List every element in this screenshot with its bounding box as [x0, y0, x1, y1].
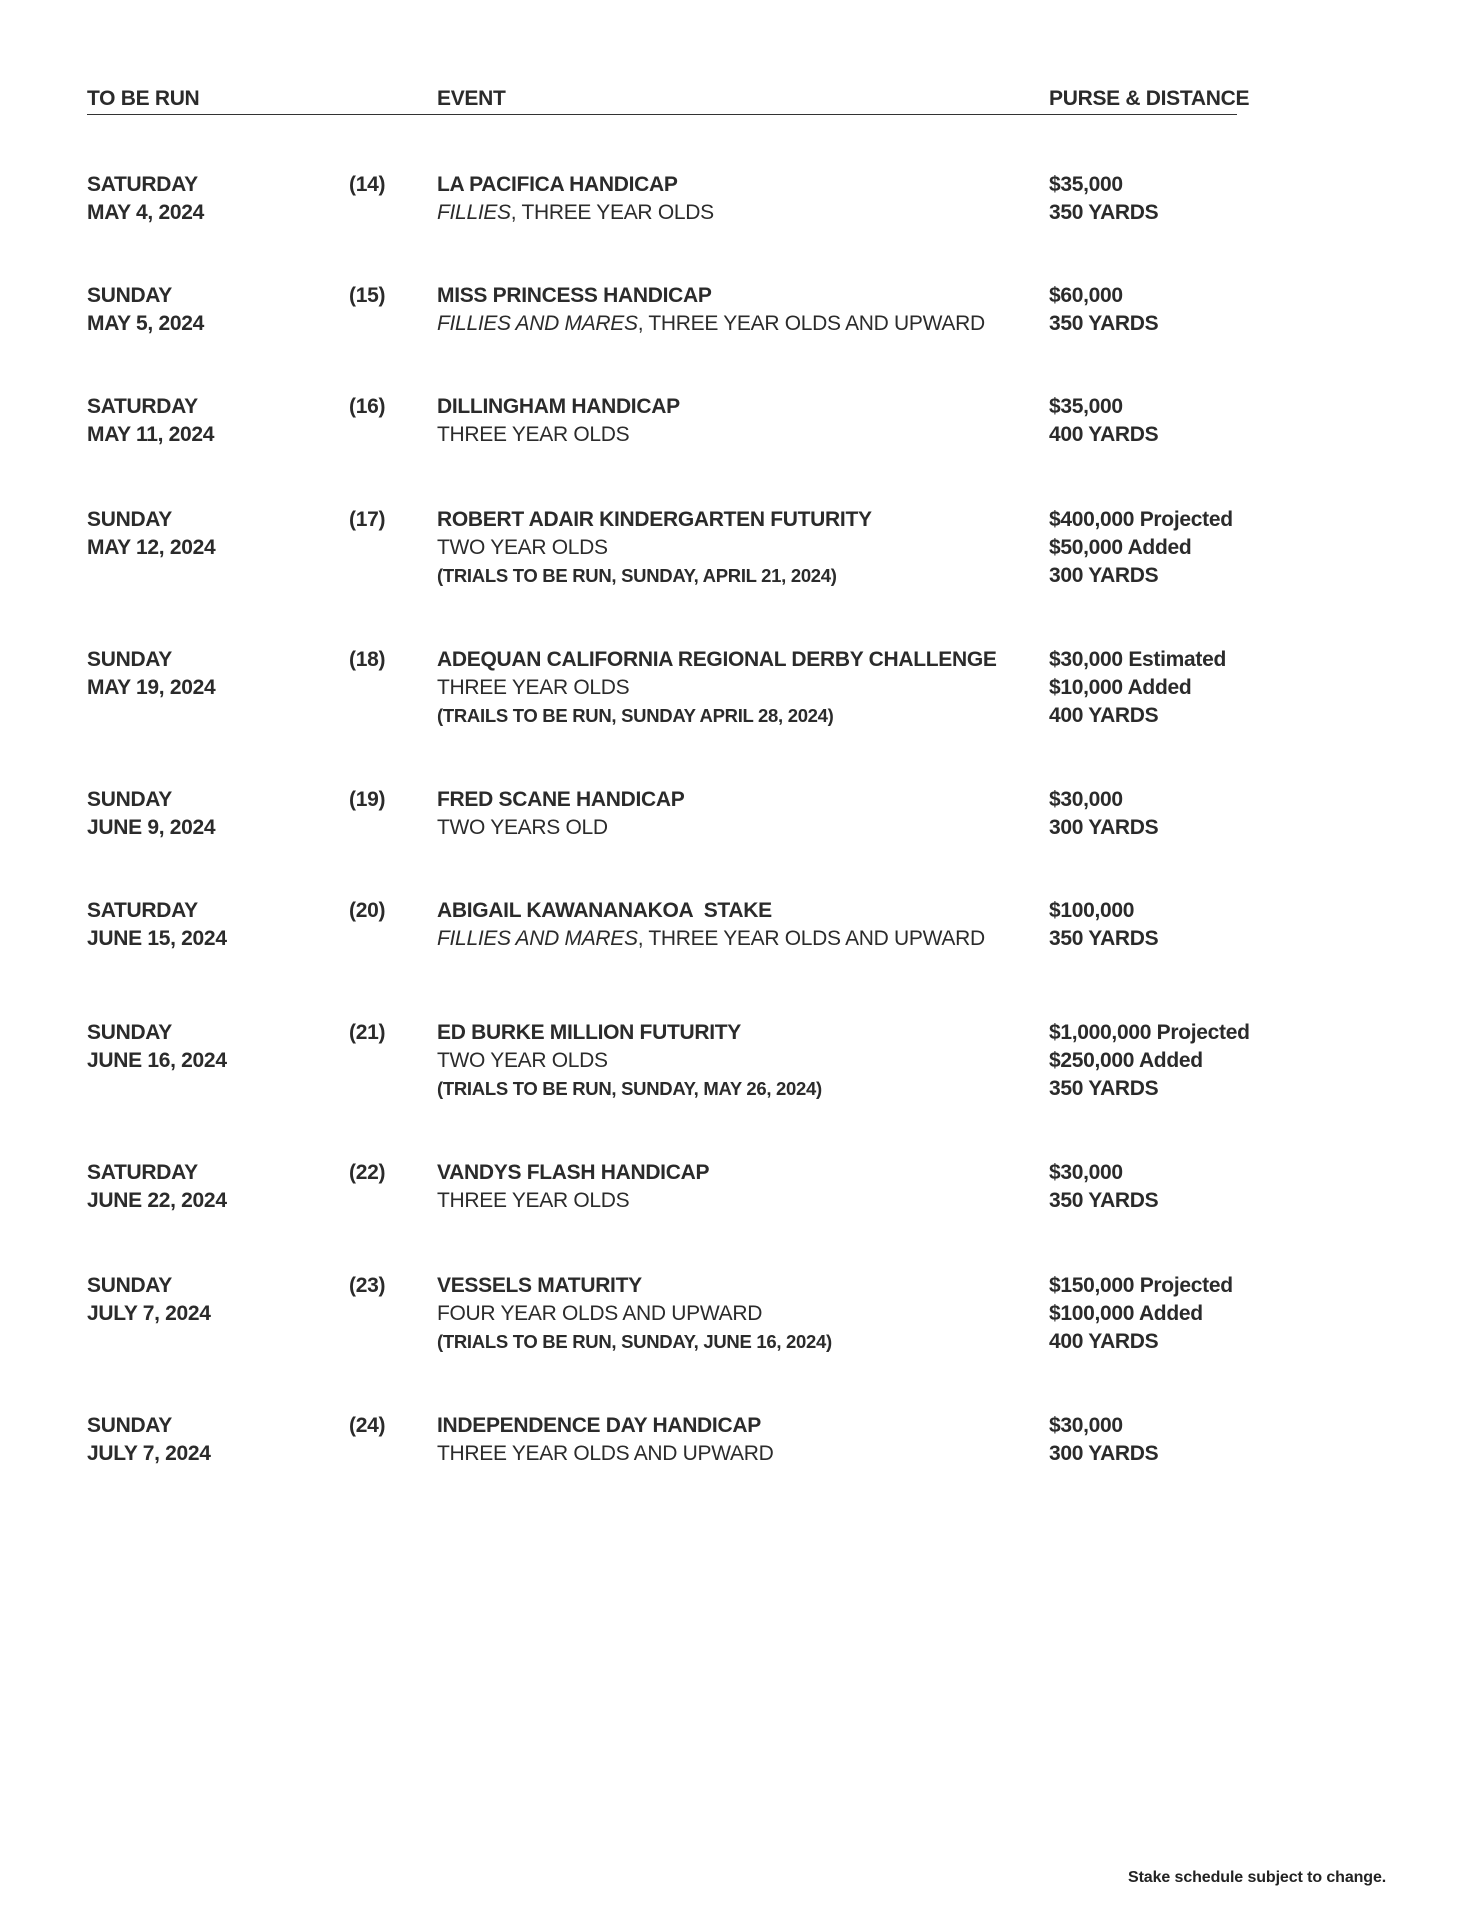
purse-distance — [1049, 393, 1349, 449]
added-line: $100,000 Added — [1049, 1302, 1203, 1325]
purse-line: $30,000 — [1049, 1161, 1123, 1184]
race-date — [87, 171, 337, 227]
race-number: (24) — [349, 1414, 386, 1437]
purse-line: $30,000 — [1049, 1414, 1123, 1437]
event-info — [437, 646, 1037, 730]
distance-line: 400 YARDS — [1049, 423, 1159, 446]
event-conditions-text: THREE YEAR OLDS — [437, 423, 630, 446]
event-info — [437, 1159, 1037, 1215]
purse-distance — [1049, 1272, 1349, 1356]
event-name: ABIGAIL KAWANANAKOA STAKE — [437, 899, 772, 922]
race-number: (22) — [349, 1161, 386, 1184]
purse-line: $100,000 — [1049, 899, 1135, 922]
event-name: VANDYS FLASH HANDICAP — [437, 1161, 710, 1184]
event-trials-note: (TRAILS TO BE RUN, SUNDAY APRIL 28, 2024) — [437, 705, 834, 726]
race-date — [87, 897, 337, 953]
distance-line: 350 YARDS — [1049, 312, 1159, 335]
race-day: SATURDAY — [87, 899, 198, 922]
race-date — [87, 1159, 337, 1215]
purse-line: $35,000 — [1049, 173, 1123, 196]
race-date — [87, 393, 337, 449]
distance-line: 400 YARDS — [1049, 704, 1159, 727]
race-date — [87, 646, 337, 702]
race-number: (15) — [349, 284, 386, 307]
event-conditions-italic: FILLIES AND MARES — [437, 312, 638, 335]
race-date-text: JULY 7, 2024 — [87, 1302, 211, 1325]
event-conditions — [437, 534, 1037, 562]
distance-line: 300 YARDS — [1049, 1442, 1159, 1465]
event-info — [437, 282, 1037, 338]
purse-distance — [1049, 171, 1349, 227]
purse-distance — [1049, 1412, 1349, 1468]
event-conditions-text: , THREE YEAR OLDS AND UPWARD — [637, 312, 985, 335]
event-name: MISS PRINCESS HANDICAP — [437, 284, 712, 307]
purse-line: $30,000 Estimated — [1049, 648, 1227, 671]
event-info — [437, 1412, 1037, 1468]
race-date-text: JUNE 15, 2024 — [87, 927, 227, 950]
event-name: ED BURKE MILLION FUTURITY — [437, 1021, 741, 1044]
event-name: ROBERT ADAIR KINDERGARTEN FUTURITY — [437, 508, 872, 531]
event-name: VESSELS MATURITY — [437, 1274, 642, 1297]
event-name: LA PACIFICA HANDICAP — [437, 173, 678, 196]
race-number: (19) — [349, 788, 386, 811]
purse-line: $150,000 Projected — [1049, 1274, 1233, 1297]
distance-line: 300 YARDS — [1049, 816, 1159, 839]
event-conditions — [437, 421, 1037, 449]
race-date-text: JULY 7, 2024 — [87, 1442, 211, 1465]
race-day: SUNDAY — [87, 1414, 172, 1437]
purse-distance — [1049, 646, 1349, 730]
added-line: $50,000 Added — [1049, 536, 1192, 559]
event-info — [437, 786, 1037, 842]
race-date — [87, 1272, 337, 1328]
table-header — [87, 86, 1250, 115]
event-conditions — [437, 674, 1037, 702]
event-info — [437, 897, 1037, 953]
event-name: INDEPENDENCE DAY HANDICAP — [437, 1414, 761, 1437]
purse-distance — [1049, 506, 1349, 590]
event-conditions-text: , THREE YEAR OLDS AND UPWARD — [637, 927, 985, 950]
event-trials-note: (TRIALS TO BE RUN, SUNDAY, APRIL 21, 2024) — [437, 565, 837, 586]
event-conditions — [437, 925, 1037, 953]
schedule-disclaimer: Stake schedule subject to change. — [1128, 1869, 1387, 1886]
race-day: SUNDAY — [87, 284, 172, 307]
event-info — [437, 171, 1037, 227]
race-day: SUNDAY — [87, 1021, 172, 1044]
event-conditions — [437, 1440, 1037, 1468]
race-day: SATURDAY — [87, 173, 198, 196]
event-conditions — [437, 199, 1037, 227]
event-name: FRED SCANE HANDICAP — [437, 788, 685, 811]
race-number: (20) — [349, 899, 386, 922]
race-date-text: JUNE 22, 2024 — [87, 1189, 227, 1212]
event-conditions-text: THREE YEAR OLDS — [437, 676, 630, 699]
race-date-text: MAY 12, 2024 — [87, 536, 216, 559]
race-number: (23) — [349, 1274, 386, 1297]
race-number: (18) — [349, 648, 386, 671]
event-trials-note: (TRIALS TO BE RUN, SUNDAY, JUNE 16, 2024) — [437, 1331, 832, 1352]
race-date — [87, 1412, 337, 1468]
purse-distance — [1049, 786, 1349, 842]
distance-line: 400 YARDS — [1049, 1330, 1159, 1353]
race-date-text: JUNE 16, 2024 — [87, 1049, 227, 1072]
event-info — [437, 1272, 1037, 1356]
race-day: SATURDAY — [87, 395, 198, 418]
race-day: SUNDAY — [87, 508, 172, 531]
event-conditions-text: TWO YEAR OLDS — [437, 536, 608, 559]
distance-line: 350 YARDS — [1049, 1189, 1159, 1212]
header-event: EVENT — [437, 87, 506, 110]
event-trials-note: (TRIALS TO BE RUN, SUNDAY, MAY 26, 2024) — [437, 1078, 822, 1099]
race-date — [87, 786, 337, 842]
purse-line: $60,000 — [1049, 284, 1123, 307]
race-date-text: MAY 4, 2024 — [87, 201, 204, 224]
event-conditions-text: THREE YEAR OLDS — [437, 1189, 630, 1212]
distance-line: 300 YARDS — [1049, 564, 1159, 587]
event-conditions — [437, 1300, 1037, 1328]
event-conditions-text: FOUR YEAR OLDS AND UPWARD — [437, 1302, 763, 1325]
race-date — [87, 1019, 337, 1075]
event-conditions-text: , THREE YEAR OLDS — [510, 201, 714, 224]
event-conditions-italic: FILLIES — [437, 201, 511, 224]
race-number: (16) — [349, 395, 386, 418]
event-info — [437, 506, 1037, 590]
race-date-text: MAY 11, 2024 — [87, 423, 215, 446]
purse-line: $35,000 — [1049, 395, 1123, 418]
added-line: $10,000 Added — [1049, 676, 1192, 699]
event-conditions — [437, 310, 1037, 338]
purse-line: $1,000,000 Projected — [1049, 1021, 1250, 1044]
race-date-text: MAY 5, 2024 — [87, 312, 204, 335]
event-conditions-text: THREE YEAR OLDS AND UPWARD — [437, 1442, 774, 1465]
purse-line: $400,000 Projected — [1049, 508, 1233, 531]
added-line: $250,000 Added — [1049, 1049, 1203, 1072]
event-conditions — [437, 1187, 1037, 1215]
distance-line: 350 YARDS — [1049, 1077, 1159, 1100]
event-conditions-text: TWO YEAR OLDS — [437, 1049, 608, 1072]
race-date — [87, 282, 337, 338]
purse-line: $30,000 — [1049, 788, 1123, 811]
event-conditions — [437, 1047, 1037, 1075]
distance-line: 350 YARDS — [1049, 201, 1159, 224]
race-date-text: MAY 19, 2024 — [87, 676, 216, 699]
race-date — [87, 506, 337, 562]
race-number: (21) — [349, 1021, 386, 1044]
distance-line: 350 YARDS — [1049, 927, 1159, 950]
event-info — [437, 393, 1037, 449]
race-day: SUNDAY — [87, 788, 172, 811]
purse-distance — [1049, 1159, 1349, 1215]
race-number: (14) — [349, 173, 386, 196]
header-purse-distance: PURSE & DISTANCE — [1049, 87, 1250, 110]
race-day: SATURDAY — [87, 1161, 198, 1184]
race-day: SUNDAY — [87, 1274, 172, 1297]
event-info — [437, 1019, 1037, 1103]
event-conditions — [437, 814, 1037, 842]
race-day: SUNDAY — [87, 648, 172, 671]
purse-distance — [1049, 1019, 1349, 1103]
race-number: (17) — [349, 508, 386, 531]
purse-distance — [1049, 897, 1349, 953]
race-date-text: JUNE 9, 2024 — [87, 816, 216, 839]
event-conditions-italic: FILLIES AND MARES — [437, 927, 638, 950]
purse-distance — [1049, 282, 1349, 338]
event-name: DILLINGHAM HANDICAP — [437, 395, 680, 418]
header-to-be-run: TO BE RUN — [87, 87, 200, 110]
event-conditions-text: TWO YEARS OLD — [437, 816, 608, 839]
event-name: ADEQUAN CALIFORNIA REGIONAL DERBY CHALLENGE — [437, 648, 997, 671]
